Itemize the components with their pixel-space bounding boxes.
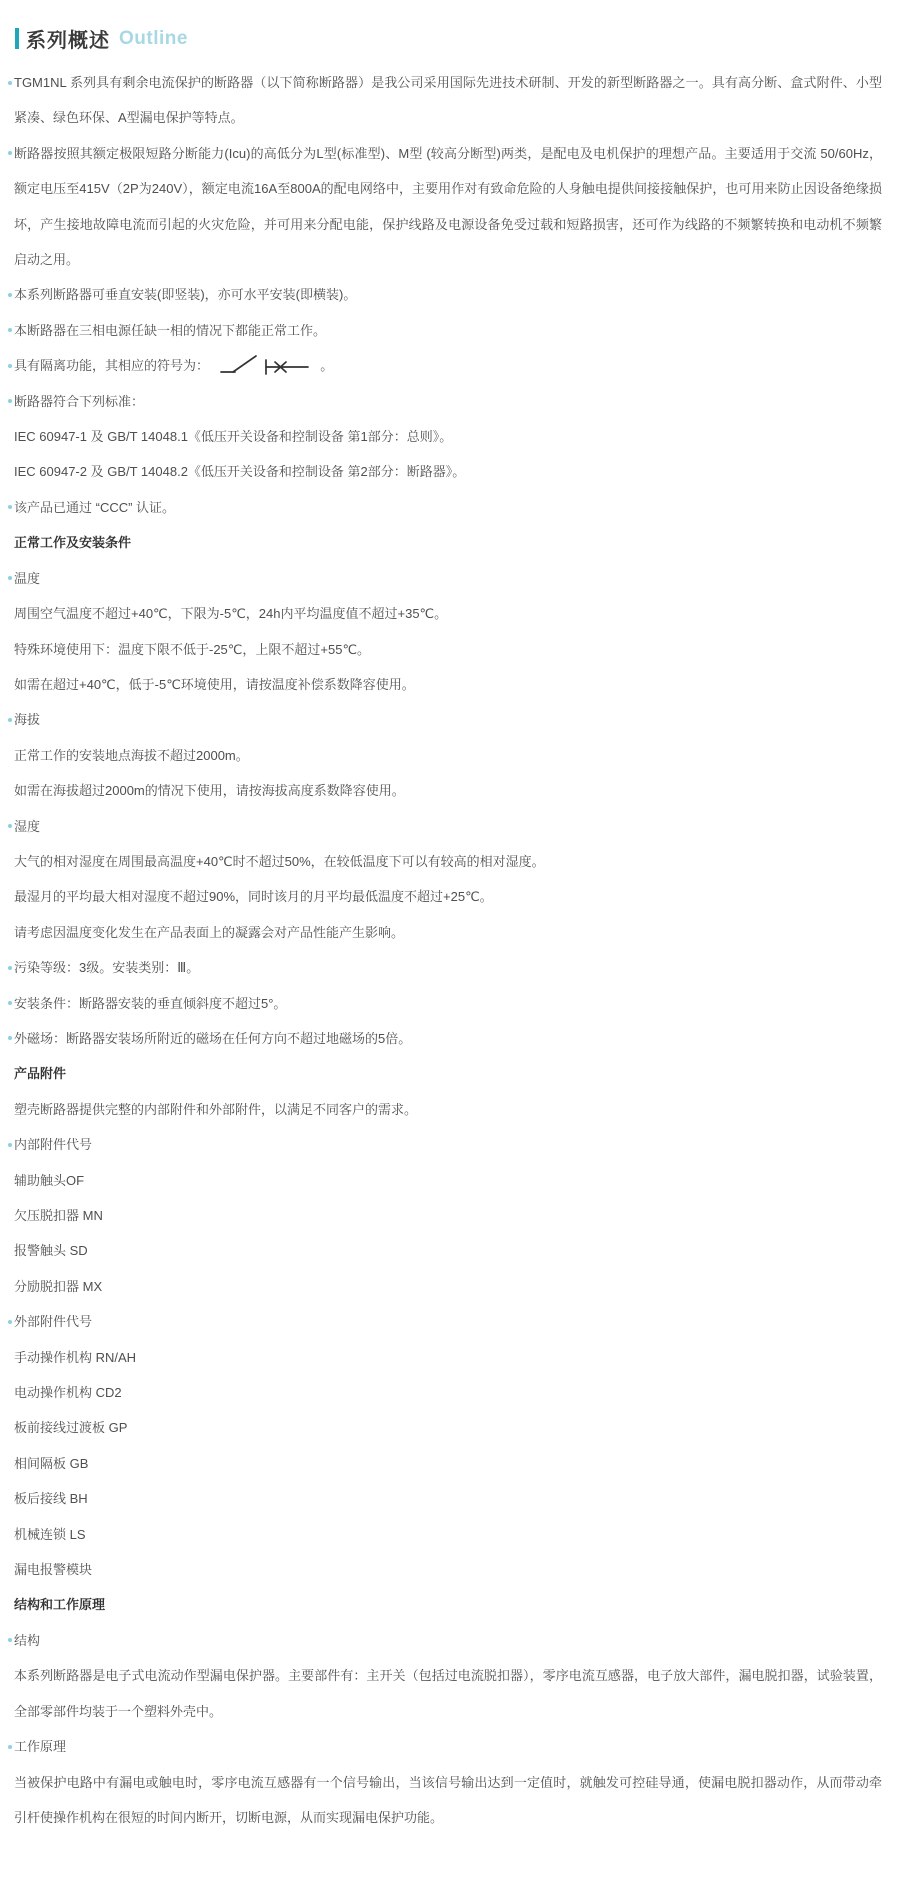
sub-paragraph: 如需在海拔超过2000m的情况下使用，请按海拔高度系数降容使用。 — [14, 783, 405, 799]
bullet-item: 外磁场：断路器安装场所附近的磁场在任何方向不超过地磁场的5倍。 — [14, 1021, 882, 1056]
sub-paragraph: 电动操作机构 CD2 — [14, 1385, 122, 1401]
bullet-item: 安装条件：断路器安装的垂直倾斜度不超过5°。 — [14, 986, 882, 1021]
sub-paragraph: 机械连锁 LS — [14, 1526, 86, 1542]
page-title: 系列概述 — [26, 30, 110, 52]
sub-paragraph: 正常工作的安装地点海拔不超过2000m。 — [14, 747, 249, 763]
sub-paragraph: 请考虑因温度变化发生在产品表面上的凝露会对产品性能产生影响。 — [14, 924, 405, 940]
sub-paragraph: 欠压脱扣器 MN — [14, 1208, 103, 1223]
bullet-item: 外部附件代号 — [14, 1304, 882, 1339]
bullet-item: 工作原理 — [14, 1729, 882, 1764]
section-header — [0, 27, 900, 50]
bullet-item: 本系列断路器可垂直安装(即竖装)，亦可水平安装(即横装)。 — [14, 277, 882, 312]
bullet-item: 断路器按照其额定极限短路分断能力(Icu)的高低分为L型(标准型)、M型 (较高分断型)两类，是配电及电机保护的理想产品。主要适用于交流 50/60Hz，额定电压至415V（2P为240V），额定电流16A至800A的配电网络中，主要用作对有致命危险的人身触电提供间接接触保护，也可用来防止因设备绝缘损坏，产生接地故障电流而引起的火灾危险，并可用来分配电能，保护线路及电源设备免受过载和短路损害，还可作为线路的不频繁转换和电动机不频繁启动之用。 — [14, 136, 882, 278]
bullet-item: 海拔 — [14, 702, 882, 737]
sub-paragraph: 本系列断路器是电子式电流动作型漏电保护器。主要部件有：主开关（包括过电流脱扣器），零序电流互感器，电子放大部件，漏电脱扣器，试验装置，全部零部件均装于一个塑料外壳中。 — [14, 1668, 882, 1719]
section-heading: 正常工作及安装条件 — [14, 535, 132, 551]
sub-paragraph: 如需在超过+40℃，低于-5℃环境使用，请按温度补偿系数降容使用。 — [14, 676, 415, 692]
sub-paragraph: 当被保护电路中有漏电或触电时，零序电流互感器有一个信号输出，当该信号输出达到一定值时，就触发可控硅导通，使漏电脱扣器动作，从而带动牵引杆使操作机构在很短的时间内断开，切断电源，从而实现漏电保护功能。 — [14, 1774, 882, 1825]
sub-paragraph: 塑壳断路器提供完整的内部附件和外部附件，以满足不同客户的需求。 — [14, 1101, 418, 1117]
sub-paragraph: 板后接线 BH — [14, 1491, 88, 1507]
sub-paragraph: 手动操作机构 RN/AH — [14, 1349, 137, 1365]
bullet-item: 污染等级：3级。安装类别：Ⅲ。 — [14, 950, 882, 985]
sub-paragraph: IEC 60947-1 及 GB/T 14048.1《低压开关设备和控制设备 第1部分：总则》。 — [14, 429, 453, 445]
sub-paragraph: 最湿月的平均最大相对湿度不超过90%，同时该月的月平均最低温度不超过+25℃。 — [14, 889, 493, 905]
bullet-item: 本断路器在三相电源任缺一相的情况下都能正常工作。 — [14, 313, 882, 348]
bullet-item: TGM1NL 系列具有剩余电流保护的断路器（以下简称断路器）是我公司采用国际先进技术研制、开发的新型断路器之一。具有高分断、盒式附件、小型紧凑、绿色环保、A型漏电保护等特点。 — [14, 65, 882, 136]
bullet-item: 内部附件代号 — [14, 1127, 882, 1162]
sub-paragraph: IEC 60947-2 及 GB/T 14048.2《低压开关设备和控制设备 第2部分：断路器》。 — [14, 464, 466, 480]
sub-paragraph: 辅助触头OF — [14, 1172, 85, 1188]
bullet-item: 湿度 — [14, 809, 882, 844]
content-blocks — [0, 65, 900, 1835]
page-title-en: Outline — [119, 27, 188, 49]
sub-paragraph: 周围空气温度不超过+40℃，下限为-5℃，24h内平均温度值不超过+35℃。 — [14, 606, 448, 622]
symbol-label-before: 具有隔离功能，其相应的符号为： — [14, 358, 210, 374]
isolation-switch-symbol-icon — [219, 353, 311, 377]
sub-paragraph: 报警触头 SD — [14, 1243, 88, 1259]
bullet-item: 断路器符合下列标准： — [14, 384, 882, 419]
sub-paragraph: 板前接线过渡板 GP — [14, 1420, 128, 1436]
sub-paragraph: 分励脱扣器 MX — [14, 1278, 103, 1294]
bullet-item: 结构 — [14, 1623, 882, 1658]
symbol-label-after: 。 — [320, 358, 334, 374]
bullet-item: 温度 — [14, 561, 882, 596]
bullet-item: 该产品已通过 “CCC” 认证。 — [14, 490, 882, 525]
accent-bar — [15, 28, 19, 49]
sub-paragraph: 大气的相对湿度在周围最高温度+40℃时不超过50%，在较低温度下可以有较高的相对湿度。 — [14, 853, 545, 869]
section-heading: 结构和工作原理 — [14, 1597, 106, 1613]
sub-paragraph: 特殊环境使用下：温度下限不低于-25℃，上限不超过+55℃。 — [14, 641, 371, 657]
sub-paragraph: 相间隔板 GB — [14, 1455, 89, 1471]
section-heading: 产品附件 — [14, 1066, 67, 1082]
sub-paragraph: 漏电报警模块 — [14, 1562, 93, 1578]
bullet-item — [14, 348, 882, 383]
